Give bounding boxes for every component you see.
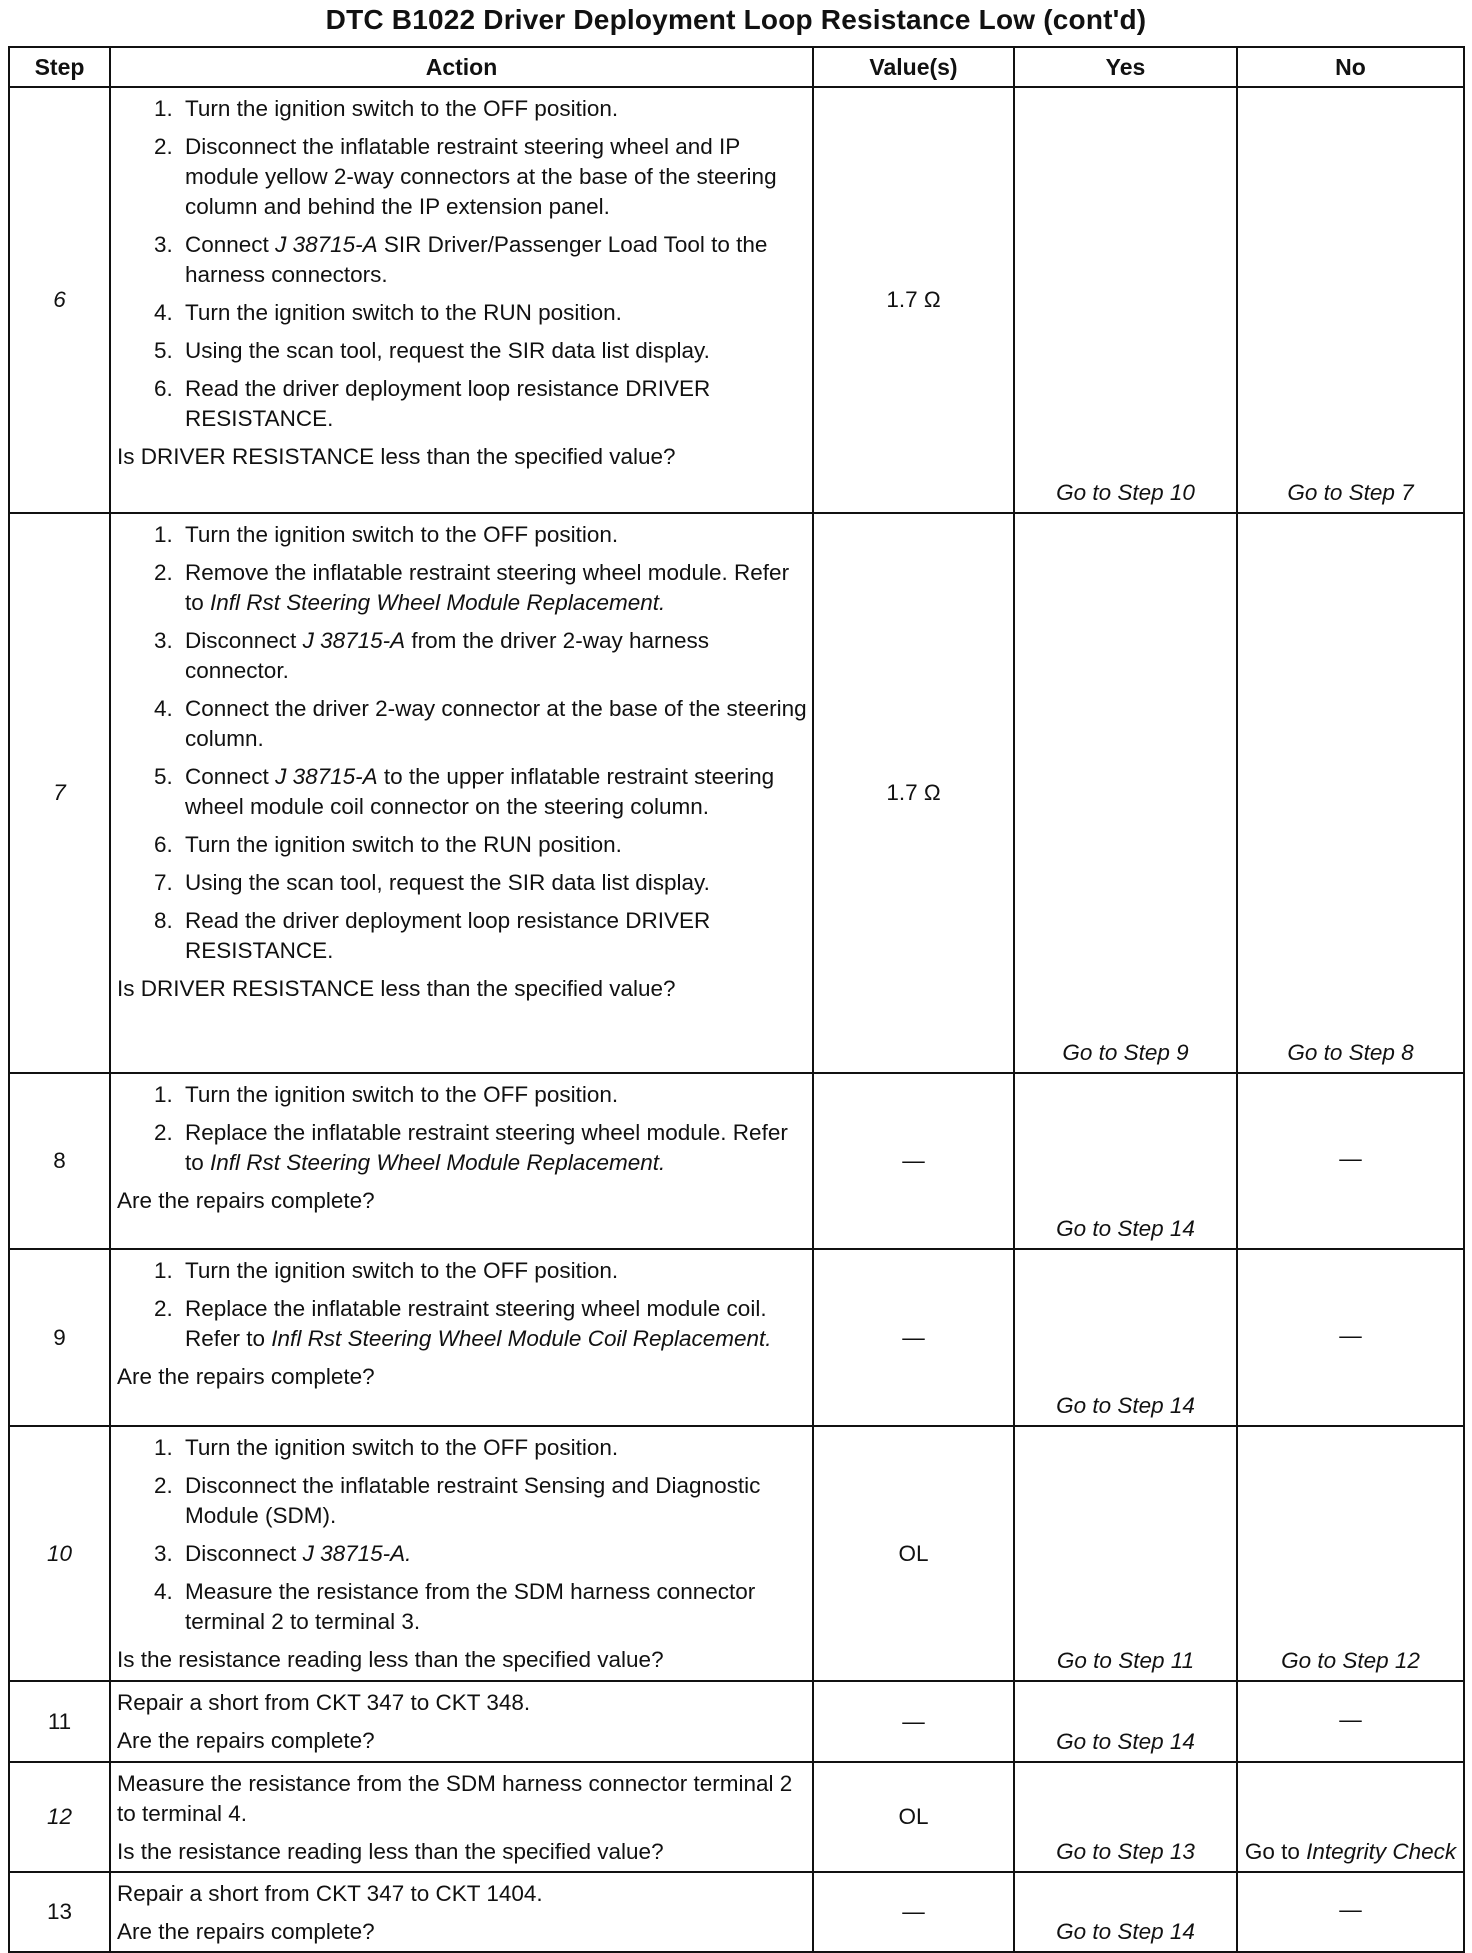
action-cell [110, 1426, 813, 1681]
list-item: 1. Turn the ignition switch to the OFF position. [179, 1433, 808, 1463]
table-row [9, 1249, 1464, 1426]
step-number: 6 [9, 87, 110, 513]
value-cell: OL [813, 1426, 1014, 1681]
step-number: 13 [9, 1872, 110, 1952]
header-step: Step [9, 47, 110, 87]
no-cell: Go to Step 7 [1237, 87, 1464, 513]
table-row [9, 87, 1464, 513]
list-item: 4. Turn the ignition switch to the RUN position. [179, 298, 808, 328]
list-item: 2. Disconnect the inflatable restraint Sensing and Diagnostic Module (SDM). [179, 1471, 808, 1531]
table-row [9, 513, 1464, 1073]
list-item: 6. Turn the ignition switch to the RUN position. [179, 830, 808, 860]
yes-cell: Go to Step 14 [1014, 1681, 1237, 1762]
yes-cell: Go to Step 10 [1014, 87, 1237, 513]
yes-cell: Go to Step 11 [1014, 1426, 1237, 1681]
action-list [117, 94, 808, 434]
value-cell: 1.7 Ω [813, 87, 1014, 513]
question: Is the resistance reading less than the specified value? [117, 1647, 664, 1672]
action-cell [110, 1762, 813, 1872]
no-cell: Go to Step 12 [1237, 1426, 1464, 1681]
header-action: Action [110, 47, 813, 87]
list-item [179, 230, 808, 290]
action-list [117, 1256, 808, 1354]
question: Are the repairs complete? [117, 1919, 375, 1944]
step-number: 9 [9, 1249, 110, 1426]
text-span: Connect [185, 232, 276, 257]
tool-reference: J 38715-A [302, 628, 406, 653]
list-item [179, 626, 808, 686]
text-span: Connect [185, 764, 276, 789]
no-cell: — [1237, 1073, 1464, 1249]
table-row [9, 1073, 1464, 1249]
integrity-check-reference: Integrity Check [1306, 1839, 1457, 1864]
no-cell [1237, 1762, 1464, 1872]
tool-reference: J 38715-A [275, 232, 378, 257]
value-cell: — [813, 1249, 1014, 1426]
step-number: 11 [9, 1681, 110, 1762]
action-list [117, 1080, 808, 1178]
action-list [117, 520, 808, 966]
step-number: 10 [9, 1426, 110, 1681]
text-span: from the driver 2-way harness connector. [185, 628, 710, 683]
question: Is DRIVER RESISTANCE less than the specified value? [117, 444, 676, 469]
tool-reference: J 38715-A [275, 764, 378, 789]
list-item: 4. Connect the driver 2-way connector at the base of the steering column. [179, 694, 808, 754]
no-cell: — [1237, 1872, 1464, 1952]
text-span: Replace the inflatable restraint steering wheel module. Refer to [185, 1120, 788, 1175]
no-cell: — [1237, 1249, 1464, 1426]
question: Are the repairs complete? [117, 1728, 375, 1753]
step-number: 8 [9, 1073, 110, 1249]
action-cell [110, 87, 813, 513]
list-item [179, 1539, 808, 1569]
value-cell: — [813, 1681, 1014, 1762]
procedure-reference: Infl Rst Steering Wheel Module Replacement. [210, 590, 666, 615]
list-item: 1. Turn the ignition switch to the OFF position. [179, 1256, 808, 1286]
question: Is DRIVER RESISTANCE less than the specified value? [117, 976, 676, 1001]
list-item: 1. Turn the ignition switch to the OFF position. [179, 1080, 808, 1110]
procedure-reference: Infl Rst Steering Wheel Module Coil Replacement. [271, 1326, 772, 1351]
text-span: Remove the inflatable restraint steering wheel module. Refer to [185, 560, 790, 615]
value-cell: — [813, 1073, 1014, 1249]
text-span: Replace the inflatable restraint steering wheel module coil. Refer to [185, 1296, 767, 1351]
list-item: 1. Turn the ignition switch to the OFF position. [179, 94, 808, 124]
list-item [179, 1118, 808, 1178]
action-list [117, 1433, 808, 1637]
value-cell: — [813, 1872, 1014, 1952]
diagnostic-table [8, 46, 1465, 1953]
action-text: Repair a short from CKT 347 to CKT 1404. [117, 1881, 543, 1906]
action-cell [110, 513, 813, 1073]
list-item: 5. Using the scan tool, request the SIR data list display. [179, 336, 808, 366]
action-cell [110, 1249, 813, 1426]
list-item [179, 762, 808, 822]
yes-cell: Go to Step 9 [1014, 513, 1237, 1073]
question: Is the resistance reading less than the specified value? [117, 1839, 664, 1864]
header-values: Value(s) [813, 47, 1014, 87]
list-item: 4. Measure the resistance from the SDM harness connector terminal 2 to terminal 3. [179, 1577, 808, 1637]
question: Are the repairs complete? [117, 1188, 375, 1213]
list-item [179, 558, 808, 618]
page-title: DTC B1022 Driver Deployment Loop Resistance Low (cont'd) [325, 4, 1147, 35]
table-row [9, 1872, 1464, 1952]
list-item: 1. Turn the ignition switch to the OFF position. [179, 520, 808, 550]
table-row [9, 1762, 1464, 1872]
list-item [179, 1294, 808, 1354]
list-item: 2. Disconnect the inflatable restraint steering wheel and IP module yellow 2-way connectors at the base of the steering column and behind the IP extension panel. [179, 132, 808, 222]
text-span: SIR Driver/Passenger Load Tool to the harness connectors. [185, 232, 768, 287]
step-number: 12 [9, 1762, 110, 1872]
action-cell [110, 1872, 813, 1952]
table-row [9, 1426, 1464, 1681]
yes-cell: Go to Step 14 [1014, 1872, 1237, 1952]
no-cell: Go to Step 8 [1237, 513, 1464, 1073]
yes-cell: Go to Step 14 [1014, 1073, 1237, 1249]
value-cell: OL [813, 1762, 1014, 1872]
tool-reference: J 38715-A. [302, 1541, 412, 1566]
no-prefix: Go to [1244, 1839, 1300, 1864]
value-cell: 1.7 Ω [813, 513, 1014, 1073]
action-cell [110, 1073, 813, 1249]
yes-cell: Go to Step 14 [1014, 1249, 1237, 1426]
yes-cell: Go to Step 13 [1014, 1762, 1237, 1872]
no-cell: — [1237, 1681, 1464, 1762]
action-text: Repair a short from CKT 347 to CKT 348. [117, 1690, 531, 1715]
question: Are the repairs complete? [117, 1364, 375, 1389]
action-text: Measure the resistance from the SDM harness connector terminal 2 to terminal 4. [117, 1771, 793, 1826]
list-item: 8. Read the driver deployment loop resistance DRIVER RESISTANCE. [179, 906, 808, 966]
step-number: 7 [9, 513, 110, 1073]
header-no: No [1237, 47, 1464, 87]
table-row [9, 1681, 1464, 1762]
list-item: 7. Using the scan tool, request the SIR data list display. [179, 868, 808, 898]
action-cell [110, 1681, 813, 1762]
text-span: to the upper inflatable restraint steering wheel module coil connector on the steering column. [185, 764, 775, 819]
procedure-reference: Infl Rst Steering Wheel Module Replacement. [210, 1150, 666, 1175]
header-yes: Yes [1014, 47, 1237, 87]
text-span: Disconnect [185, 1541, 303, 1566]
text-span: Disconnect [185, 628, 303, 653]
list-item: 6. Read the driver deployment loop resistance DRIVER RESISTANCE. [179, 374, 808, 434]
header-row [9, 47, 1464, 87]
